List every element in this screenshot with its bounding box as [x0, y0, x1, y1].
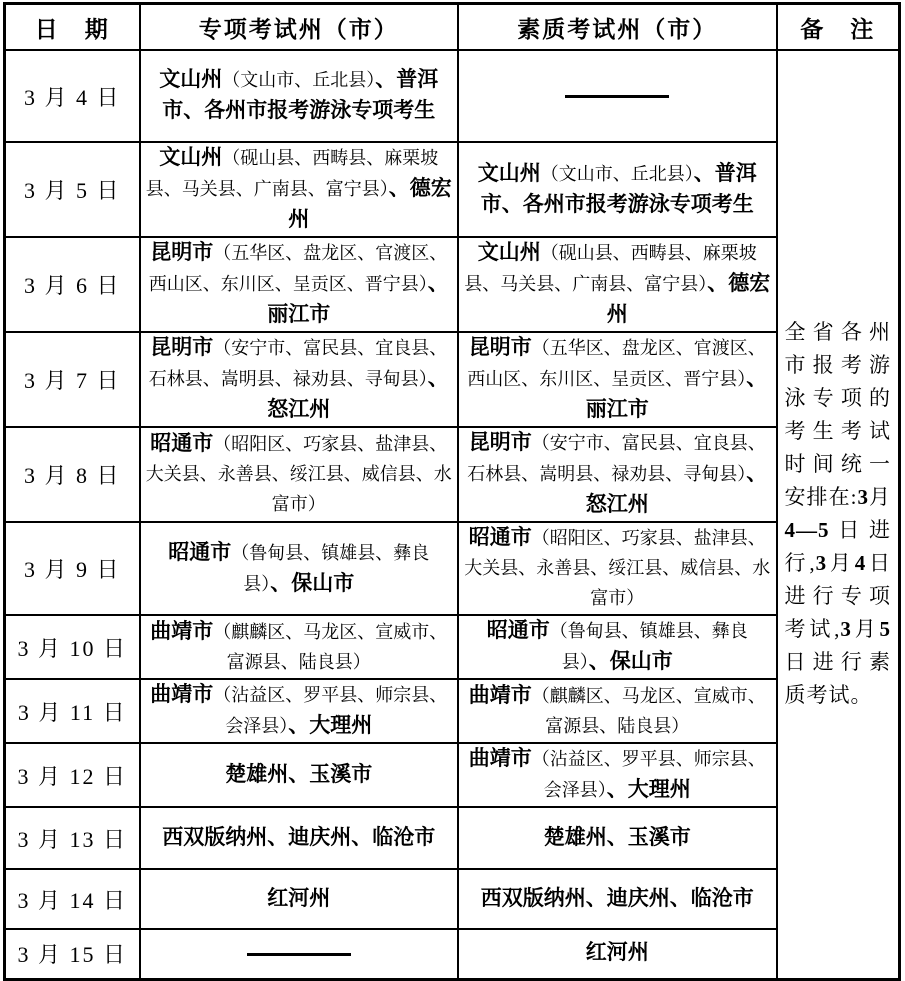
- county-list-text: （五华区、盘龙区、官渡区、西山区、东川区、呈贡区、晋宁县）: [148, 243, 448, 294]
- region-name-text: 昆明市: [150, 335, 214, 359]
- county-list-text: 月: [868, 485, 892, 510]
- table-row: [5, 332, 900, 427]
- header-row: [5, 4, 900, 51]
- region-name-text: 、德宏州: [288, 176, 452, 231]
- county-list-text: （砚山县、西畴县、麻栗坡县、马关县、广南县、富宁县）: [145, 148, 439, 199]
- table-header: [5, 4, 900, 51]
- region-name-text: 5: [879, 617, 892, 642]
- county-list-text: （五华区、盘龙区、官渡区、西山区、东川区、呈贡区、晋宁县）: [467, 338, 766, 389]
- region-name-text: 文山州: [159, 67, 223, 91]
- quality-exam-cell: [458, 522, 776, 615]
- special-exam-cell: [140, 427, 458, 522]
- county-list-text: 全省各州市报考游泳专项的考生考试时间统一安排在:: [784, 320, 891, 510]
- county-list-text: （昭阳区、巧家县、盐津县、大关县、永善县、绥江县、威信县、水富市）: [145, 434, 452, 514]
- quality-exam-cell: [458, 869, 776, 929]
- region-name-text: 、普洱市、各州市报考游泳专项考生: [480, 160, 757, 216]
- region-name-text: 西双版纳州、迪庆州、临沧市: [162, 824, 436, 849]
- date-cell: 3 月 9 日: [5, 522, 140, 615]
- special-exam-cell: [140, 929, 458, 979]
- special-exam-cell: [140, 142, 458, 237]
- county-list-text: （安宁市、富民县、宜良县、石林县、嵩明县、禄劝县、寻甸县）: [148, 338, 448, 389]
- date-cell: 3 月 7 日: [5, 332, 140, 427]
- special-exam-cell: [140, 679, 458, 743]
- quality-exam-cell: [458, 332, 776, 427]
- region-name-text: 4: [854, 551, 867, 576]
- region-name-text: 、丽江市: [267, 271, 449, 326]
- county-list-text: 日进行素质考试。: [784, 650, 891, 708]
- region-name-text: 昆明市: [468, 430, 532, 454]
- special-exam-cell: [140, 869, 458, 929]
- table-row: [5, 427, 900, 522]
- region-name-text: 昭通市: [168, 539, 232, 564]
- quality-exam-cell: [458, 237, 776, 332]
- date-cell: 3 月 5 日: [5, 142, 140, 237]
- region-name-text: 红河州: [585, 940, 649, 965]
- region-name-text: 文山州: [477, 240, 541, 264]
- county-list-text: （砚山县、西畴县、麻栗坡县、马关县、广南县、富宁县）: [464, 243, 757, 294]
- date-cell: 3 月 13 日: [5, 807, 140, 869]
- region-name-text: 曲靖市: [468, 682, 532, 707]
- region-name-text: 曲靖市: [468, 746, 532, 770]
- county-list-text: （鲁甸县、镇雄县、彝良县）: [549, 621, 748, 672]
- special-exam-cell: [140, 522, 458, 615]
- table-row: [5, 522, 900, 615]
- region-name-text: 昭通市: [150, 431, 214, 455]
- special-exam-cell: [140, 50, 458, 142]
- quality-exam-cell: [458, 743, 776, 807]
- quality-exam-cell: [458, 50, 776, 142]
- county-list-text: （麒麟区、马龙区、宣威市、富源县、陆良县）: [531, 685, 766, 736]
- region-name-text: 、德宏州: [606, 271, 771, 326]
- region-name-text: 、保山市: [588, 649, 673, 673]
- region-name-text: 、怒江州: [585, 461, 768, 516]
- county-list-text: （文山市、丘北县）: [540, 163, 694, 184]
- region-name-text: 昆明市: [150, 240, 214, 264]
- region-name-text: 楚雄州、玉溪市: [543, 824, 691, 849]
- date-cell: 3 月 8 日: [5, 427, 140, 522]
- date-cell: 3 月 11 日: [5, 679, 140, 743]
- region-name-text: 3: [840, 617, 852, 642]
- region-name-text: 昭通市: [468, 525, 532, 549]
- region-name-text: 文山州: [159, 145, 223, 169]
- table-row: [5, 237, 900, 332]
- county-list-text: 月: [851, 617, 880, 642]
- special-exam-cell: [140, 237, 458, 332]
- region-name-text: 3: [857, 485, 869, 510]
- table-body: [5, 50, 900, 979]
- quality-exam-cell: [458, 807, 776, 869]
- county-list-text: （沾益区、罗平县、师宗县、会泽县）: [531, 749, 766, 800]
- county-list-text: 日进行专项考试,: [784, 551, 892, 642]
- county-list-text: （文山市、丘北县）: [222, 70, 376, 90]
- region-name-text: 、普洱市、各州市报考游泳专项考生: [162, 67, 439, 122]
- region-name-text: 、怒江州: [267, 366, 449, 421]
- special-exam-cell: [140, 332, 458, 427]
- date-cell: 3 月 10 日: [5, 615, 140, 679]
- special-exam-cell: [140, 743, 458, 807]
- table-row: [5, 615, 900, 679]
- header-cell-remarks: 备 注: [777, 4, 900, 51]
- table-row: [5, 679, 900, 743]
- county-list-text: 日进行,: [784, 518, 891, 576]
- table-row: [5, 50, 900, 142]
- region-name-text: 西双版纳州、迪庆州、临沧市: [480, 885, 754, 910]
- quality-exam-cell: [458, 929, 776, 979]
- region-name-text: 、保山市: [270, 570, 355, 595]
- region-name-text: 昭通市: [486, 618, 550, 642]
- county-list-text: （鲁甸县、镇雄县、彝良县）: [231, 542, 430, 594]
- date-cell: 3 月 15 日: [5, 929, 140, 979]
- region-name-text: 文山州: [477, 160, 541, 185]
- table-row: [5, 929, 900, 979]
- region-name-text: 、大理州: [288, 713, 373, 737]
- header-cell-special-exam: 专项考试州（市）: [140, 4, 458, 51]
- table-row: [5, 142, 900, 237]
- empty-dash: [247, 953, 351, 956]
- date-cell: 3 月 4 日: [5, 50, 140, 142]
- region-name-text: 楚雄州、玉溪市: [225, 761, 373, 786]
- date-cell: 3 月 14 日: [5, 869, 140, 929]
- region-name-text: 红河州: [267, 885, 331, 910]
- table-row: [5, 869, 900, 929]
- region-name-text: 4—5: [784, 518, 830, 543]
- date-cell: 3 月 12 日: [5, 743, 140, 807]
- county-list-text: （沾益区、罗平县、师宗县、会泽县）: [213, 685, 448, 736]
- table-row: [5, 743, 900, 807]
- region-name-text: 3: [815, 551, 828, 576]
- quality-exam-cell: [458, 142, 776, 237]
- region-name-text: 、大理州: [606, 777, 691, 801]
- county-list-text: （昭阳区、巧家县、盐津县、大关县、永善县、绥江县、威信县、水富市）: [464, 528, 771, 608]
- region-name-text: 、丽江市: [585, 366, 768, 421]
- exam-schedule-table: [3, 2, 901, 981]
- quality-exam-cell: [458, 679, 776, 743]
- header-cell-date: 日 期: [5, 4, 140, 51]
- empty-dash: [565, 95, 669, 98]
- remarks-cell: [777, 50, 900, 979]
- region-name-text: 曲靖市: [150, 618, 214, 643]
- special-exam-cell: [140, 615, 458, 679]
- quality-exam-cell: [458, 427, 776, 522]
- table-row: [5, 807, 900, 869]
- header-cell-quality-exam: 素质考试州（市）: [458, 4, 776, 51]
- county-list-text: 月: [827, 551, 855, 576]
- special-exam-cell: [140, 807, 458, 869]
- county-list-text: （安宁市、富民县、宜良县、石林县、嵩明县、禄劝县、寻甸县）: [467, 433, 766, 484]
- date-cell: 3 月 6 日: [5, 237, 140, 332]
- county-list-text: （麒麟区、马龙区、宣威市、富源县、陆良县）: [213, 621, 448, 672]
- quality-exam-cell: [458, 615, 776, 679]
- region-name-text: 曲靖市: [150, 682, 214, 706]
- region-name-text: 昆明市: [468, 335, 532, 359]
